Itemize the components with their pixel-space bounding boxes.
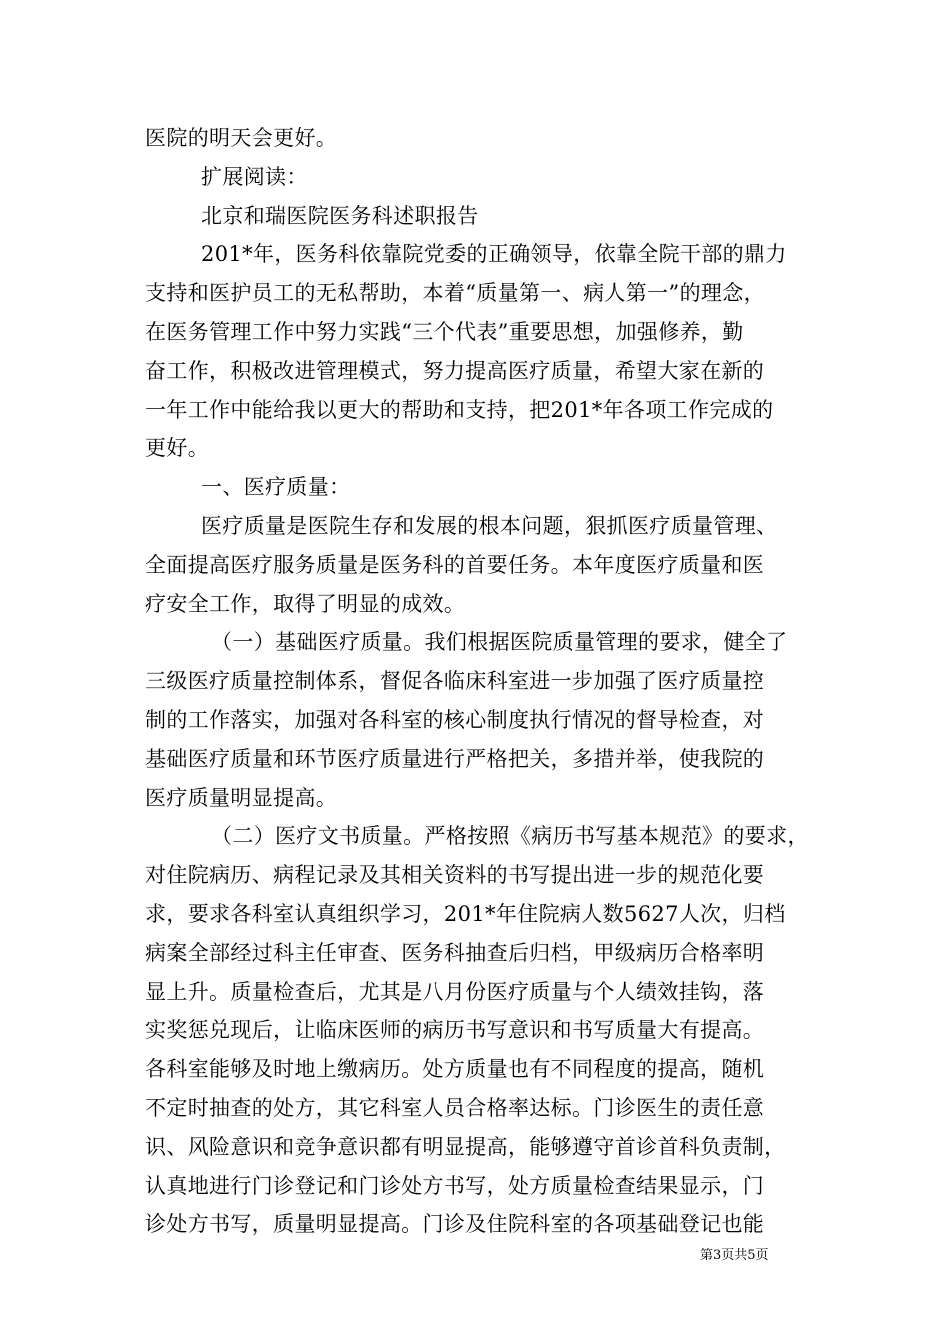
text-line: 病案全部经过科主任审查、医务科抽查后归档，甲级病历合格率明 <box>145 940 765 965</box>
text-line: 全面提高医疗服务质量是医务科的首要任务。本年度医疗质量和医 <box>145 552 765 577</box>
text-line: 医院的明天会更好。 <box>145 126 338 150</box>
page-number: 第3页共5页 <box>700 1248 769 1263</box>
text-line: 在医务管理工作中努力实践“三个代表”重要思想，加强修养，勤 <box>145 319 744 344</box>
section-title: 北京和瑞医院医务科述职报告 <box>201 203 479 228</box>
text-line: 求，要求各科室认真组织学习，201*年住院病人数5627人次，归档 <box>145 901 786 926</box>
text-line: 实奖惩兑现后，让临床医师的病历书写意识和书写质量大有提高。 <box>145 1018 765 1043</box>
text-line: 制的工作落实，加强对各科室的核心制度执行情况的督导检查，对 <box>145 707 765 732</box>
text-line: 更好。 <box>145 436 210 461</box>
text-line: 疗安全工作，取得了明显的成效。 <box>145 591 466 616</box>
text-line: 各科室能够及时地上缴病历。处方质量也有不同程度的提高，随机 <box>145 1057 765 1082</box>
text-line: 对住院病历、病程记录及其相关资料的书写提出进一步的规范化要 <box>145 863 765 888</box>
document-body <box>145 119 817 1244</box>
text-line: 认真地进行门诊登记和门诊处方书写，处方质量检查结果显示，门 <box>145 1173 765 1198</box>
text-line: 医疗质量是医院生存和发展的根本问题，狠抓医疗质量管理、 <box>201 513 778 538</box>
text-line: 支持和医护员工的无私帮助，本着“质量第一、病人第一”的理念， <box>145 281 765 306</box>
text-line: 诊处方书写，质量明显提高。门诊及住院科室的各项基础登记也能 <box>145 1212 765 1237</box>
text-line: 扩展阅读： <box>201 164 308 189</box>
text-line: 基础医疗质量和环节医疗质量进行严格把关，多措并举，使我院的 <box>145 746 765 771</box>
text-line: 识、风险意识和竞争意识都有明显提高，能够遵守首诊首科负责制， <box>145 1134 786 1159</box>
text-line: 奋工作，积极改进管理模式，努力提高医疗质量，希望大家在新的 <box>145 358 765 383</box>
text-line: 显上升。质量检查后，尤其是八月份医疗质量与个人绩效挂钩，落 <box>145 979 765 1004</box>
text-line: 不定时抽查的处方，其它科室人员合格率达标。门诊医生的责任意 <box>145 1095 765 1120</box>
text-line: 201*年，医务科依靠院党委的正确领导，依靠全院干部的鼎力 <box>201 242 787 267</box>
subsection-line: （一）基础医疗质量。我们根据医院质量管理的要求，健全了 <box>211 630 788 655</box>
text-line: 一年工作中能给我以更大的帮助和支持，把201*年各项工作完成的 <box>145 397 774 422</box>
subsection-line: （二）医疗文书质量。严格按照《病历书写基本规范》的要求， <box>211 824 809 849</box>
text-line: 三级医疗质量控制体系，督促各临床科室进一步加强了医疗质量控 <box>145 669 765 694</box>
text-line: 医疗质量明显提高。 <box>145 785 338 810</box>
section-heading: 一、医疗质量： <box>201 475 351 500</box>
